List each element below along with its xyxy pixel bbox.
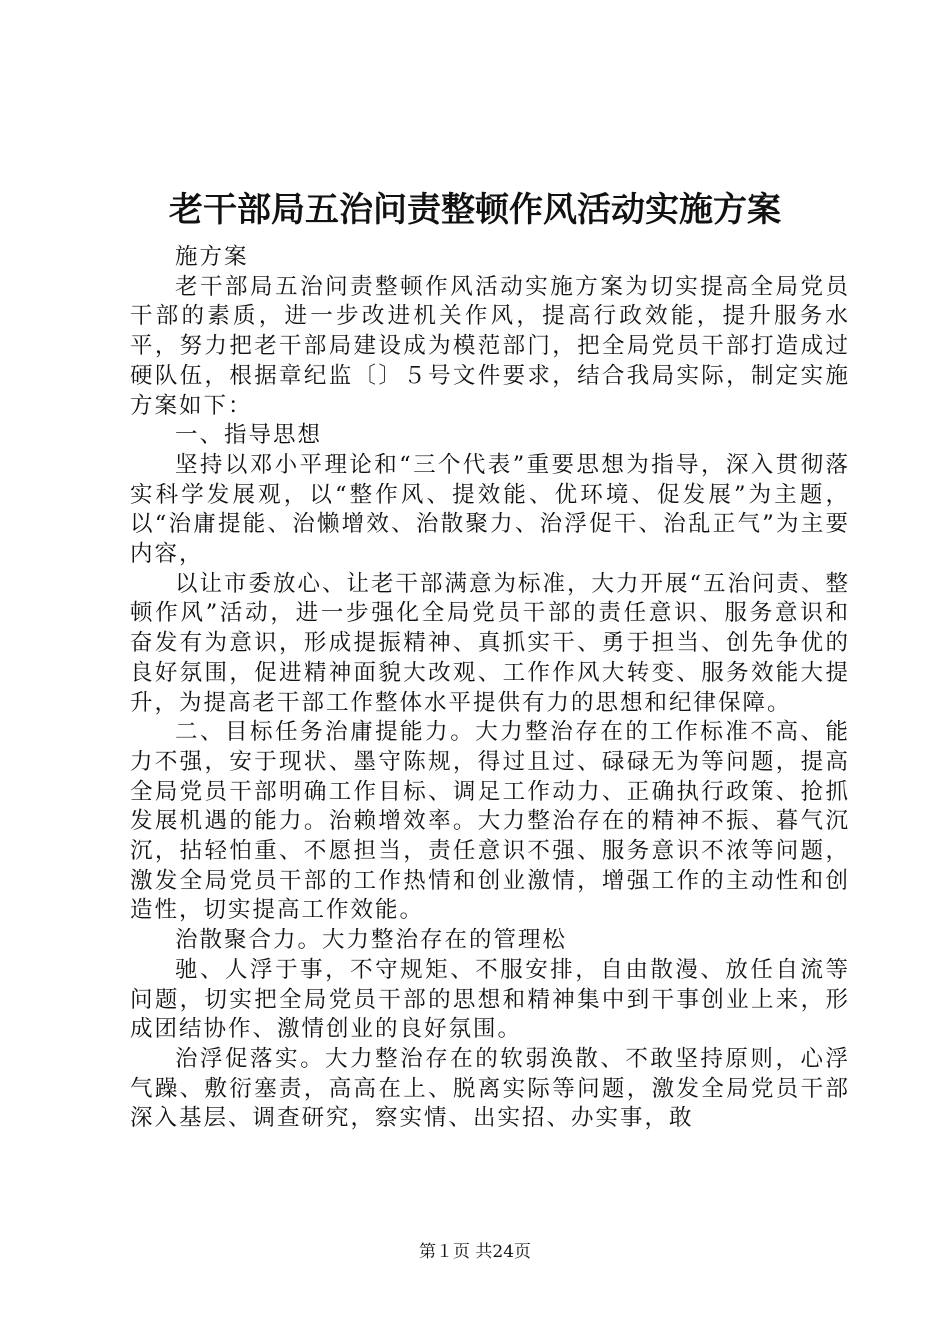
- paragraph: 治散聚合力。大力整治存在的管理松: [175, 927, 568, 954]
- paragraph: 以让市委放心、让老干部满意为标准，大力开展“五治问责、整顿作风”活动，进一步强化全局党员干部的责任意识、服务意识和奋发有为意识，形成提振精神、真抓实干、勇于担当、创先争优的良好氛围，促进精神面貌大改观、工作作风大转变、服务效能大提升，为提高老干部工作整体水平提供有力的思想和纪律保障。: [130, 570, 851, 716]
- document-title: 老干部局五治问责整顿作风活动实施方案: [169, 190, 781, 230]
- document-body: [130, 243, 850, 1134]
- paragraph: 坚持以邓小平理论和“三个代表”重要思想为指导，深入贯彻落实科学发展观，以“整作风、提效能、优环境、促发展”为主题，以“治庸提能、治懒增效、治散聚力、治浮促干、治乱正气”为主要内容，: [130, 451, 850, 568]
- paragraph: 治浮促落实。大力整治存在的软弱涣散、不敢坚持原则，心浮气躁、敷衍塞责，高高在上、脱离实际等问题，激发全局党员干部深入基层、调查研究，察实情、出实招、办实事，敢: [130, 1045, 850, 1132]
- section-heading: 一、指导思想: [175, 422, 323, 449]
- paragraph: 老干部局五治问责整顿作风活动实施方案为切实提高全局党员干部的素质，进一步改进机关作风，提高行政效能，提升服务水平，努力把老干部局建设成为模范部门，把全局党员干部打造成过硬队伍，根据章纪监〔〕５号文件要求，结合我局实际，制定实施方案如下：: [130, 273, 850, 419]
- paragraph: 二、目标任务治庸提能力。大力整治存在的工作标准不高、能力不强，安于现状、墨守陈规，得过且过、碌碌无为等问题，提高全局党员干部明确工作目标、调足工作动力、正确执行政策、抢抓发展机遇的能力。治赖增效率。大力整治存在的精神不振、暮气沉沉，拈轻怕重、不愿担当，责任意识不强、服务意识不浓等问题，激发全局党员干部的工作热情和创业激情，增强工作的主动性和创造性，切实提高工作效能。: [130, 719, 850, 924]
- page-footer: 第１页 共24页: [418, 1242, 532, 1262]
- paragraph: 施方案: [175, 244, 249, 270]
- paragraph: 驰、人浮于事，不守规矩、不服安排，自由散漫、放任自流等问题，切实把全局党员干部的思想和精神集中到干事创业上来，形成团结协作、激情创业的良好氛围。: [130, 956, 850, 1043]
